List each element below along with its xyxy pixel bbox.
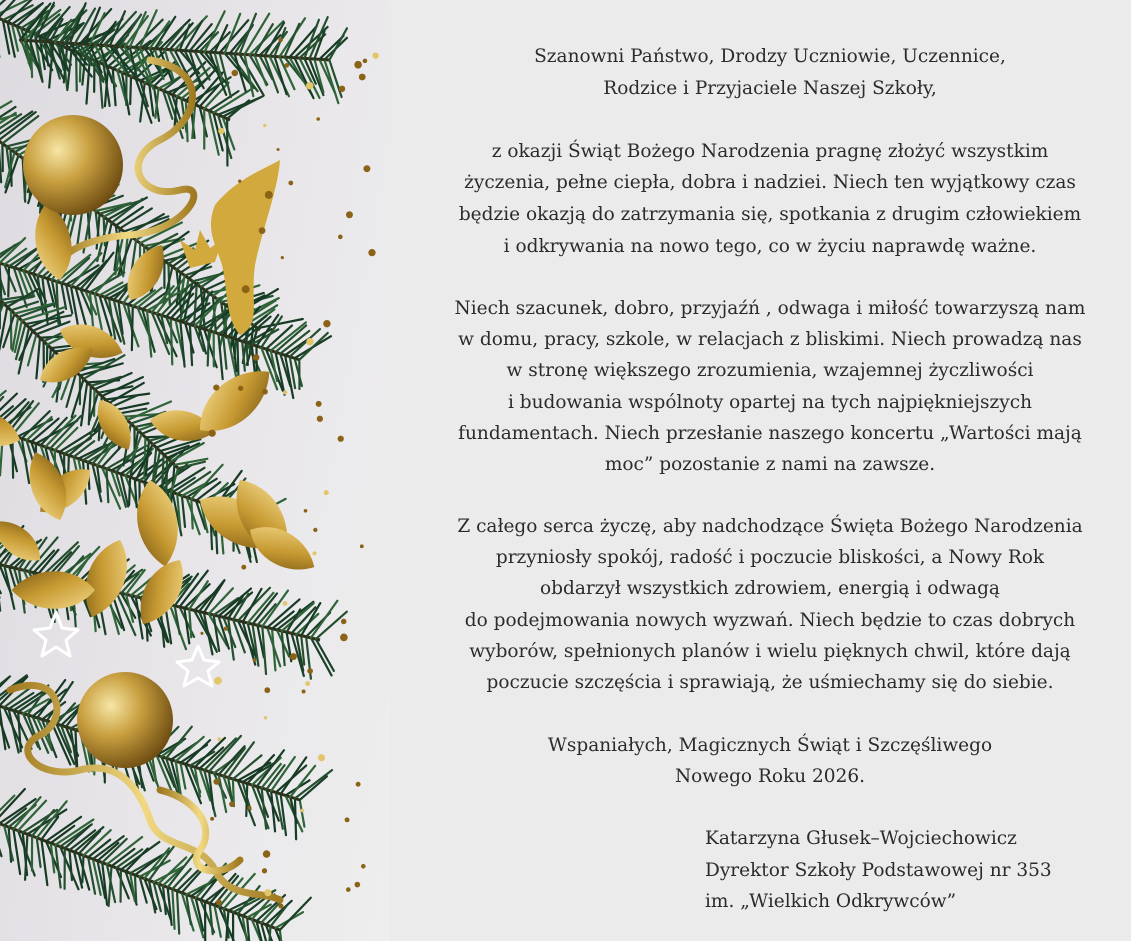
closing-line: Wspaniałych, Magicznych Świąt i Szczęśliwego (547, 735, 993, 756)
signature-title: Dyrektor Szkoły Podstawowej nr 353 (705, 860, 1052, 881)
paragraph-line: wyborów, spełnionych planów i wielu pięknych chwil, które dają (469, 641, 1071, 662)
paragraph-line: Z całego serca życzę, aby nadchodzące Święta Bożego Narodzenia (457, 516, 1083, 537)
paragraph-line: moc” pozostanie z nami na zawsze. (604, 454, 936, 475)
paragraph-line: będzie okazją do zatrzymania się, spotkania z drugim człowiekiem (458, 204, 1082, 225)
fir-branches-ornaments (0, 0, 390, 941)
christmas-decoration-image (0, 0, 390, 941)
signature-school: im. „Wielkich Odkrywców” (705, 891, 957, 912)
paragraph-line: w stronę większego zrozumienia, wzajemnej życzliwości (506, 360, 1034, 381)
paragraph-line: i odkrywania na nowo tego, co w życiu naprawdę ważne. (503, 236, 1037, 257)
paragraph-line: poczucie szczęścia i sprawiają, że uśmiechamy się do siebie. (486, 672, 1054, 693)
paragraph-line: do podejmowania nowych wyzwań. Niech będzie to czas dobrych (464, 610, 1076, 631)
salutation-line: Szanowni Państwo, Drodzy Uczniowie, Uczennice, (534, 46, 1006, 67)
paragraph-line: przyniosły spokój, radość i poczucie bliskości, a Nowy Rok (495, 547, 1045, 568)
signature-name: Katarzyna Głusek–Wojciechowicz (705, 828, 1017, 849)
paragraph-line: fundamentach. Niech przesłanie naszego koncertu „Wartości mają (458, 423, 1082, 444)
greeting-letter (410, 0, 1130, 941)
paragraph-line: z okazji Świąt Bożego Narodzenia pragnę złożyć wszystkim (491, 141, 1049, 162)
paragraph-line: w domu, pracy, szkole, w relacjach z bliskimi. Niech prowadzą nas (458, 329, 1082, 350)
closing-line: Nowego Roku 2026. (674, 766, 865, 787)
paragraph-line: i budowania wspólnoty opartej na tych najpiękniejszych (508, 392, 1032, 413)
paragraph-line: życzenia, pełne ciepła, dobra i nadziei. Niech ten wyjątkowy czas (464, 172, 1076, 193)
paragraph-line: obdarzył wszystkich zdrowiem, energią i odwagą (540, 578, 1000, 599)
paragraph-line: Niech szacunek, dobro, przyjaźń , odwaga i miłość towarzyszą nam (454, 298, 1086, 319)
salutation-line: Rodzice i Przyjaciele Naszej Szkoły, (603, 78, 937, 99)
